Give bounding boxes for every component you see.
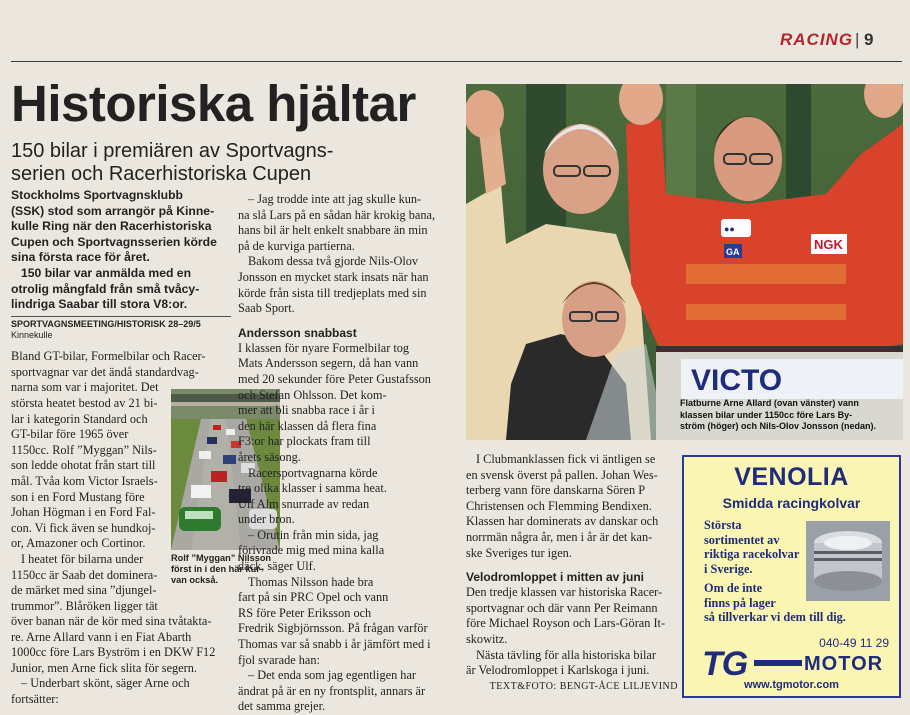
main-photo-caption: Flatburne Arne Allard (ovan vänster) vann klassen bilar under 1150cc före Lars By- ström (höger) och Nils-Olov Jonsson (nedan).: [680, 398, 877, 431]
ad-tagline: Smidda racingkolvar: [722, 495, 861, 511]
column-1-narrow: största heatet bestod av 21 bi- lar i kategorin Standard och GT-bilar före 1965 över 1150cc. Rolf ”Myggan” Nils- son ledde ohotat från start till mål. Tvåa kom Victor Israels- son i en Ford Mustang före Johan Högman i en Ford Fal- con. Vi fick även se hundkoj- or, Amazoner och Cortinor. I heatet för bilarna under 1150cc är Saab det dominera- de märket med sina ”djungel- trummor”. Blåröken ligger tät: [11, 396, 158, 613]
windshield-banner: VICTO: [691, 364, 783, 397]
ad-url[interactable]: www.tgmotor.com: [744, 679, 839, 691]
motor-logo: MOTOR: [804, 653, 884, 675]
column-1-top: Bland GT-bilar, Formelbilar och Racer- sportvagnar var det ändå standardvag- narna som var i majoritet. Det: [11, 349, 206, 395]
column-3: I Clubmanklassen fick vi äntligen se en svensk överst på pallen. Johan Wes- terberg vann före danskarna Sören P Christensen och Flemming Bendixen. Klassen har dominerats av danskar och norrmän några år, men i år är det kan- ske Sveriges tur igen. Velodromloppet i mitten av juni Den tredje klassen var historiska Racer- sportvagnar och där vann Per Reimann före Michael Royson och Lars-Göran It- skowitz. Nästa tävling för alla historiska bilar är Velodromloppet i Karlskoga i juni. TEXT&FOTO: BENGT-ÅCE LILJEVIND: [466, 452, 678, 694]
kicker: SPORTVAGNSMEETING/HISTORISK 28–29/5 Kinnekulle: [11, 319, 201, 340]
headline: Historiska hjältar: [11, 75, 416, 132]
tg-logo-stripe: [754, 660, 802, 666]
header-rule: [11, 61, 902, 62]
ad-copy: Största sortimentet av riktiga racekolvar i Sverige.: [704, 518, 800, 576]
ad-phone: 040-49 11 29: [819, 636, 889, 650]
ngk-badge: NGK: [814, 237, 843, 252]
kicker-rule: [11, 316, 231, 317]
ga-badge: GA: [726, 247, 740, 257]
ingress: Stockholms Sportvagnsklubb (SSK) stod som arrangör på Kinne- kulle Ring när den Racerhistoriska Cupen och Sportvagnsserien körde sina första race för året. 150 bilar var anmälda med en otrolig mångfald från små tvåcy- lindriga Saabar till stora V8:or.: [11, 188, 217, 312]
column-1-bottom: över banan när de kör med sina tvåtakta- re. Arne Allard vann i en Fiat Abarth 1000cc före Lars Byström i en DKW F12 Junior, men Arne fick slita för segern. – Underbart skönt, säger Arne och fortsätter:: [11, 614, 216, 706]
header-separator: |: [855, 30, 860, 49]
byline: TEXT&FOTO: BENGT-ÅCE LILJEVIND: [489, 680, 678, 692]
section-label: RACING: [780, 30, 854, 49]
column-2: – Jag trodde inte att jag skulle kun- na slå Lars på en sådan här krokig bana, hans bil är helt enkelt snabbare än min på de kurviga partierna. Bakom dessa två gjorde Nils-Olov Jonsson en mycket stark insats när han körde från sista till tredjeplats med sin Saab Sport. Andersson snabbast I klassen för nyare Formelbilar tog Mats Andersson segern, då han vann med 20 sekunder före Peter Gustafsson och Stefan Ohlsson. Det kom- mer att bli snabba race i år i den här klassen då flera fina F3:or har plockats fram till årets säsong. Racersportvagnarna körde tre olika klasser i samma heat. Ulf Alm snurrade av redan under bron. – Orutin från min sida, jag förivrade mig med mina kalla däck, säger Ulf. Thomas Nilsson hade bra fart på sin PRC Opel och vann RS före Peter Eriksson och Fredrik Sigbjörnsson. På frågan varför Thomas var så snabb i år jämfört med i fjol svarade han: – Det enda som jag egentligen har ändrat på är en ny frontsplit, annars är det samma grejer.: [238, 192, 454, 715]
subheading-velodrom: Velodromloppet i mitten av juni: [466, 570, 645, 585]
subheading-andersson: Andersson snabbast: [238, 325, 357, 340]
ad-brand: VENOLIA: [734, 463, 849, 491]
venolia-ad[interactable]: [682, 455, 901, 698]
race-photo-caption: Rolf ”Myggan” Nilsson först in i den här kur- van också.: [171, 553, 272, 585]
main-photo: [466, 84, 903, 440]
svg-text:●●: ●●: [724, 224, 735, 234]
ad-copy-2: Om de inte finns på lager så tillverkar vi dem till dig.: [704, 581, 846, 624]
subheadline: 150 bilar i premiären av Sportvagns- serien och Racerhistoriska Cupen: [11, 140, 334, 185]
tg-logo: TG: [702, 645, 748, 683]
page-number: 9: [864, 30, 874, 49]
